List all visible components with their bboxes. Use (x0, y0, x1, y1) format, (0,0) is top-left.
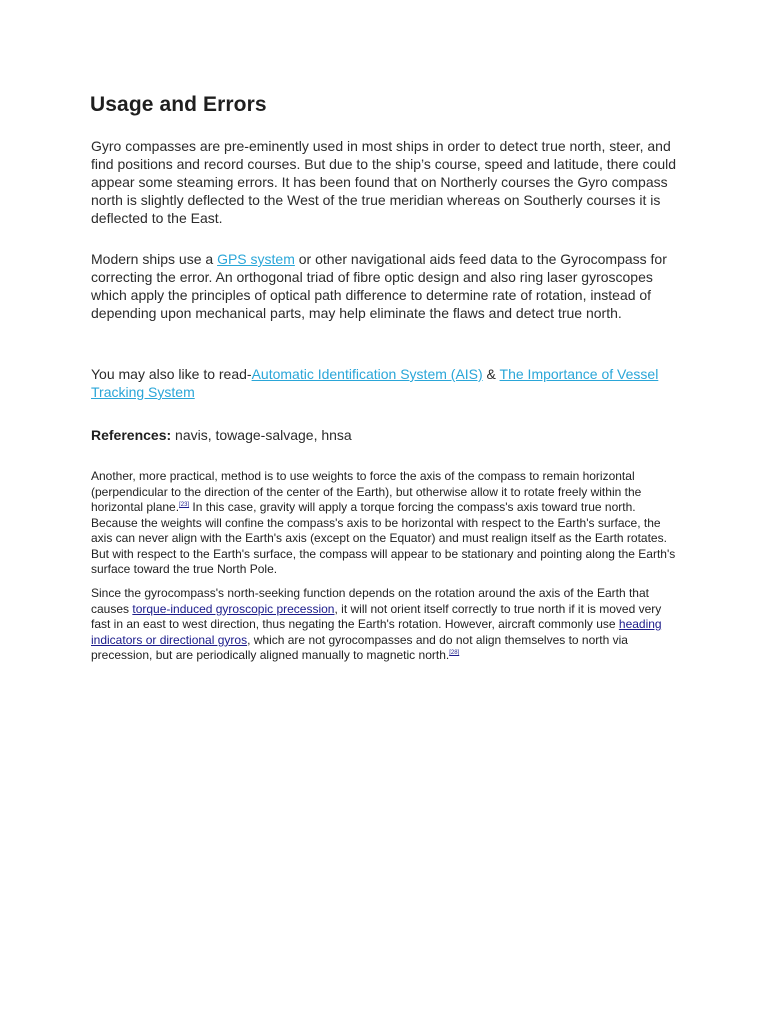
paragraph-text: Since the gyrocompass's north-seeking function depends on the rotation around the axis of the Earth that causes (91, 586, 649, 616)
paragraph-text: , which are not gyrocompasses and do not align themselves to north via precession, but are periodically aligned manually to magnetic north. (91, 632, 628, 662)
paragraph-north-seeking (91, 586, 683, 664)
paragraph-text: Modern ships use a (91, 251, 218, 267)
paragraph-text: You may also like to read- (91, 366, 252, 382)
paragraph-also-read (91, 365, 683, 401)
citation-23-link[interactable]: [23] (179, 502, 190, 508)
paragraph-modern-ships (91, 250, 683, 322)
gyroscopic-precession-link[interactable]: torque-induced gyroscopic precession (132, 601, 335, 616)
page-title: Usage and Errors (90, 93, 267, 116)
gps-system-link[interactable]: GPS system (217, 251, 295, 267)
paragraph-usage (91, 137, 683, 227)
ais-link[interactable]: Automatic Identification System (AIS) (251, 366, 483, 382)
references-line (91, 426, 683, 444)
heading-indicators-link[interactable]: heading indicators or directional gyros (91, 617, 662, 647)
paragraph-text: , it will not orient itself correctly to true north if it is moved very fast in an east to west direction, thus negating the Earth's rotation. However, aircraft commonly use (91, 601, 662, 631)
paragraph-weights-method (91, 469, 683, 578)
references-text: navis, towage-salvage, hnsa (171, 427, 352, 443)
paragraph-text: & (482, 366, 500, 382)
paragraph-text: or other navigational aids feed data to the Gyrocompass for correcting the error. An orthogonal triad of fibre optic design and also ring laser gyroscopes which apply the principles of optical path difference to determine rate of rotation, instead of depending upon mechanical parts, may help eliminate the flaws and detect true north. (91, 251, 667, 321)
paragraph-text: In this case, gravity will apply a torque forcing the compass's axis toward true north. Because the weights will confine the compass's axis to be horizontal with respect to the Earth's surface, the axis can never align with the Earth's axis (except on the Equator) and must realign itself as the Earth rotates. But with respect to the Earth's surface, the compass will appear to be stationary and pointing along the Earth's surface toward the true North Pole. (91, 500, 676, 576)
paragraph-text: Another, more practical, method is to use weights to force the axis of the compass to remain horizontal (perpendicular to the direction of the center of the Earth), but otherwise allow it to rotate freely within the horizontal plane. (91, 469, 642, 514)
citation-28-link[interactable]: [28] (449, 650, 460, 656)
vessel-tracking-link[interactable]: The Importance of Vessel Tracking System (91, 366, 659, 400)
references-label: References: (91, 427, 172, 443)
paragraph-usage-text: Gyro compasses are pre-eminently used in most ships in order to detect true north, steer, and find positions and record courses. But due to the ship’s course, speed and latitude, there could appear some steaming errors. It has been found that on Northerly courses the Gyro compass north is slightly deflected to the West of the true meridian whereas on Southerly courses it is deflected to the East. (91, 138, 676, 226)
